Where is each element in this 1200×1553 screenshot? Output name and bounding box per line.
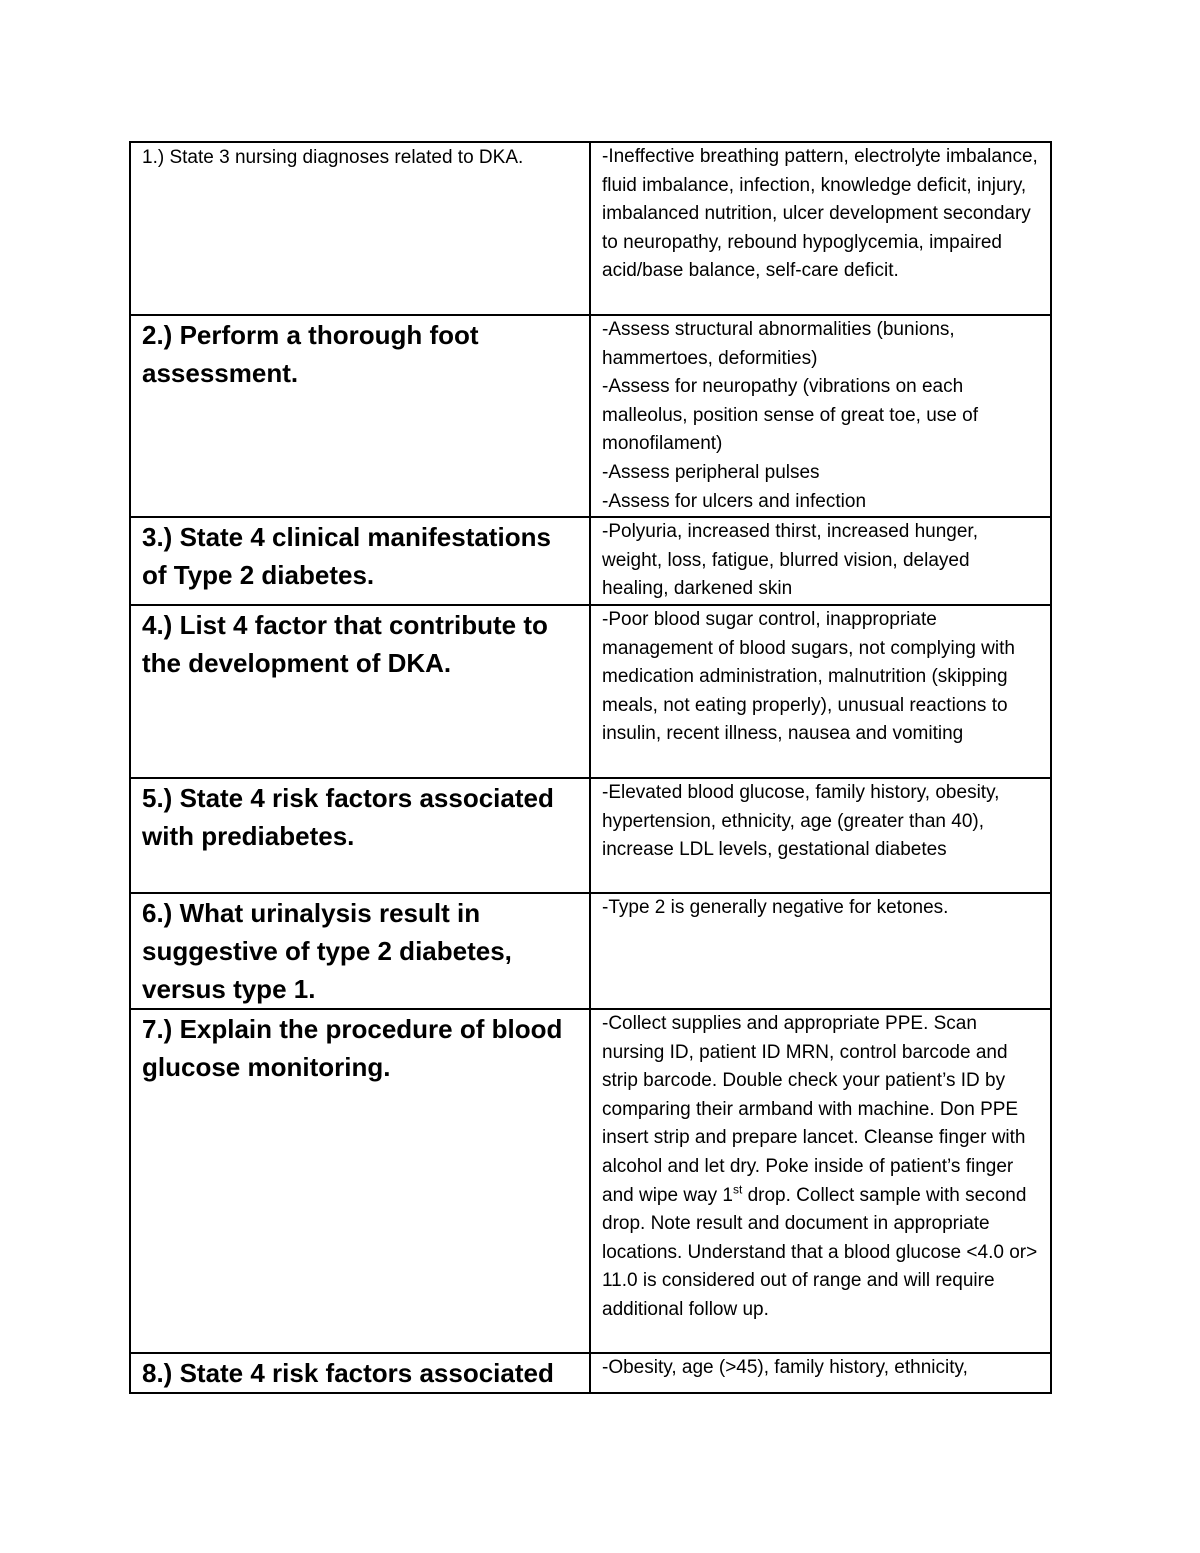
- question-cell: 5.) State 4 risk factors associated with prediabetes.: [130, 778, 590, 893]
- question-cell: 6.) What urinalysis result in suggestive of type 2 diabetes, versus type 1.: [130, 893, 590, 1009]
- answer-cell: [590, 517, 1051, 605]
- answer-text: -Poor blood sugar control, inappropriate management of blood sugars, not complying with medication administration, malnutrition (skipping meals, not eating properly), unusual reactions to insulin, recent illness, nausea and vomiting: [602, 608, 1015, 745]
- answer-text: -Type 2 is generally negative for ketones.: [602, 896, 949, 918]
- ordinal-superscript: st: [732, 1182, 743, 1197]
- question-cell: 1.) State 3 nursing diagnoses related to DKA.: [130, 142, 590, 315]
- table-row: [130, 778, 1051, 893]
- answer-text: -Assess peripheral pulses: [602, 461, 820, 483]
- answer-text: -Obesity, age (>45), family history, ethnicity,: [602, 1356, 968, 1378]
- answer-text: -Polyuria, increased thirst, increased hunger, weight, loss, fatigue, blurred vision, delayed healing, darkened skin: [602, 521, 978, 600]
- table-row: [130, 1009, 1051, 1353]
- answer-cell: [590, 778, 1051, 893]
- table-row: [130, 517, 1051, 605]
- answer-cell: [590, 142, 1051, 315]
- question-cell: 8.) State 4 risk factors associated: [130, 1353, 590, 1393]
- answer-text-part: drop. Collect sample with second drop. Note result and document in appropriate locations. Understand that a blood glucose <4.0 or> 11.0 is considered out of range and will require additional follow up.: [602, 1184, 1038, 1320]
- answer-cell: [590, 605, 1051, 778]
- answer-text: -Ineffective breathing pattern, electrolyte imbalance, fluid imbalance, infection, knowledge deficit, injury, imbalanced nutrition, ulcer development secondary to neuropathy, rebound hypoglycemia, impaired acid/base balance, self-care deficit.: [602, 146, 1038, 282]
- answer-text: -Elevated blood glucose, family history, obesity, hypertension, ethnicity, age (greater than 40), increase LDL levels, gestational diabetes: [602, 781, 1000, 861]
- table-row: [130, 315, 1051, 517]
- question-cell: 2.) Perform a thorough foot assessment.: [130, 315, 590, 517]
- answer-text: [602, 1010, 1040, 1325]
- answer-cell: [590, 315, 1051, 517]
- answer-cell: [590, 1353, 1051, 1393]
- question-cell: 7.) Explain the procedure of blood glucose monitoring.: [130, 1009, 590, 1353]
- table-row: [130, 142, 1051, 315]
- answer-cell: [590, 1009, 1051, 1353]
- answer-text: -Assess for ulcers and infection: [602, 490, 867, 512]
- table-row: [130, 893, 1051, 1009]
- answer-text: -Assess for neuropathy (vibrations on each malleolus, position sense of great toe, use of monofilament): [602, 376, 979, 455]
- table-row: [130, 605, 1051, 778]
- answer-cell: [590, 893, 1051, 1009]
- answer-text: -Assess structural abnormalities (bunions, hammertoes, deformities): [602, 319, 955, 369]
- answer-text-part: -Collect supplies and appropriate PPE. Scan nursing ID, patient ID MRN, control barcode and strip barcode. Double check your patient’s ID by comparing their armband with machine. Don PPE insert strip and prepare lancet. Cleanse finger with alcohol and let dry. Poke inside of patient’s finger and wipe way 1: [602, 1012, 1026, 1206]
- question-cell: 3.) State 4 clinical manifestations of Type 2 diabetes.: [130, 517, 590, 605]
- qa-table: [129, 141, 1052, 1394]
- table-row: [130, 1353, 1051, 1393]
- question-cell: 4.) List 4 factor that contribute to the development of DKA.: [130, 605, 590, 778]
